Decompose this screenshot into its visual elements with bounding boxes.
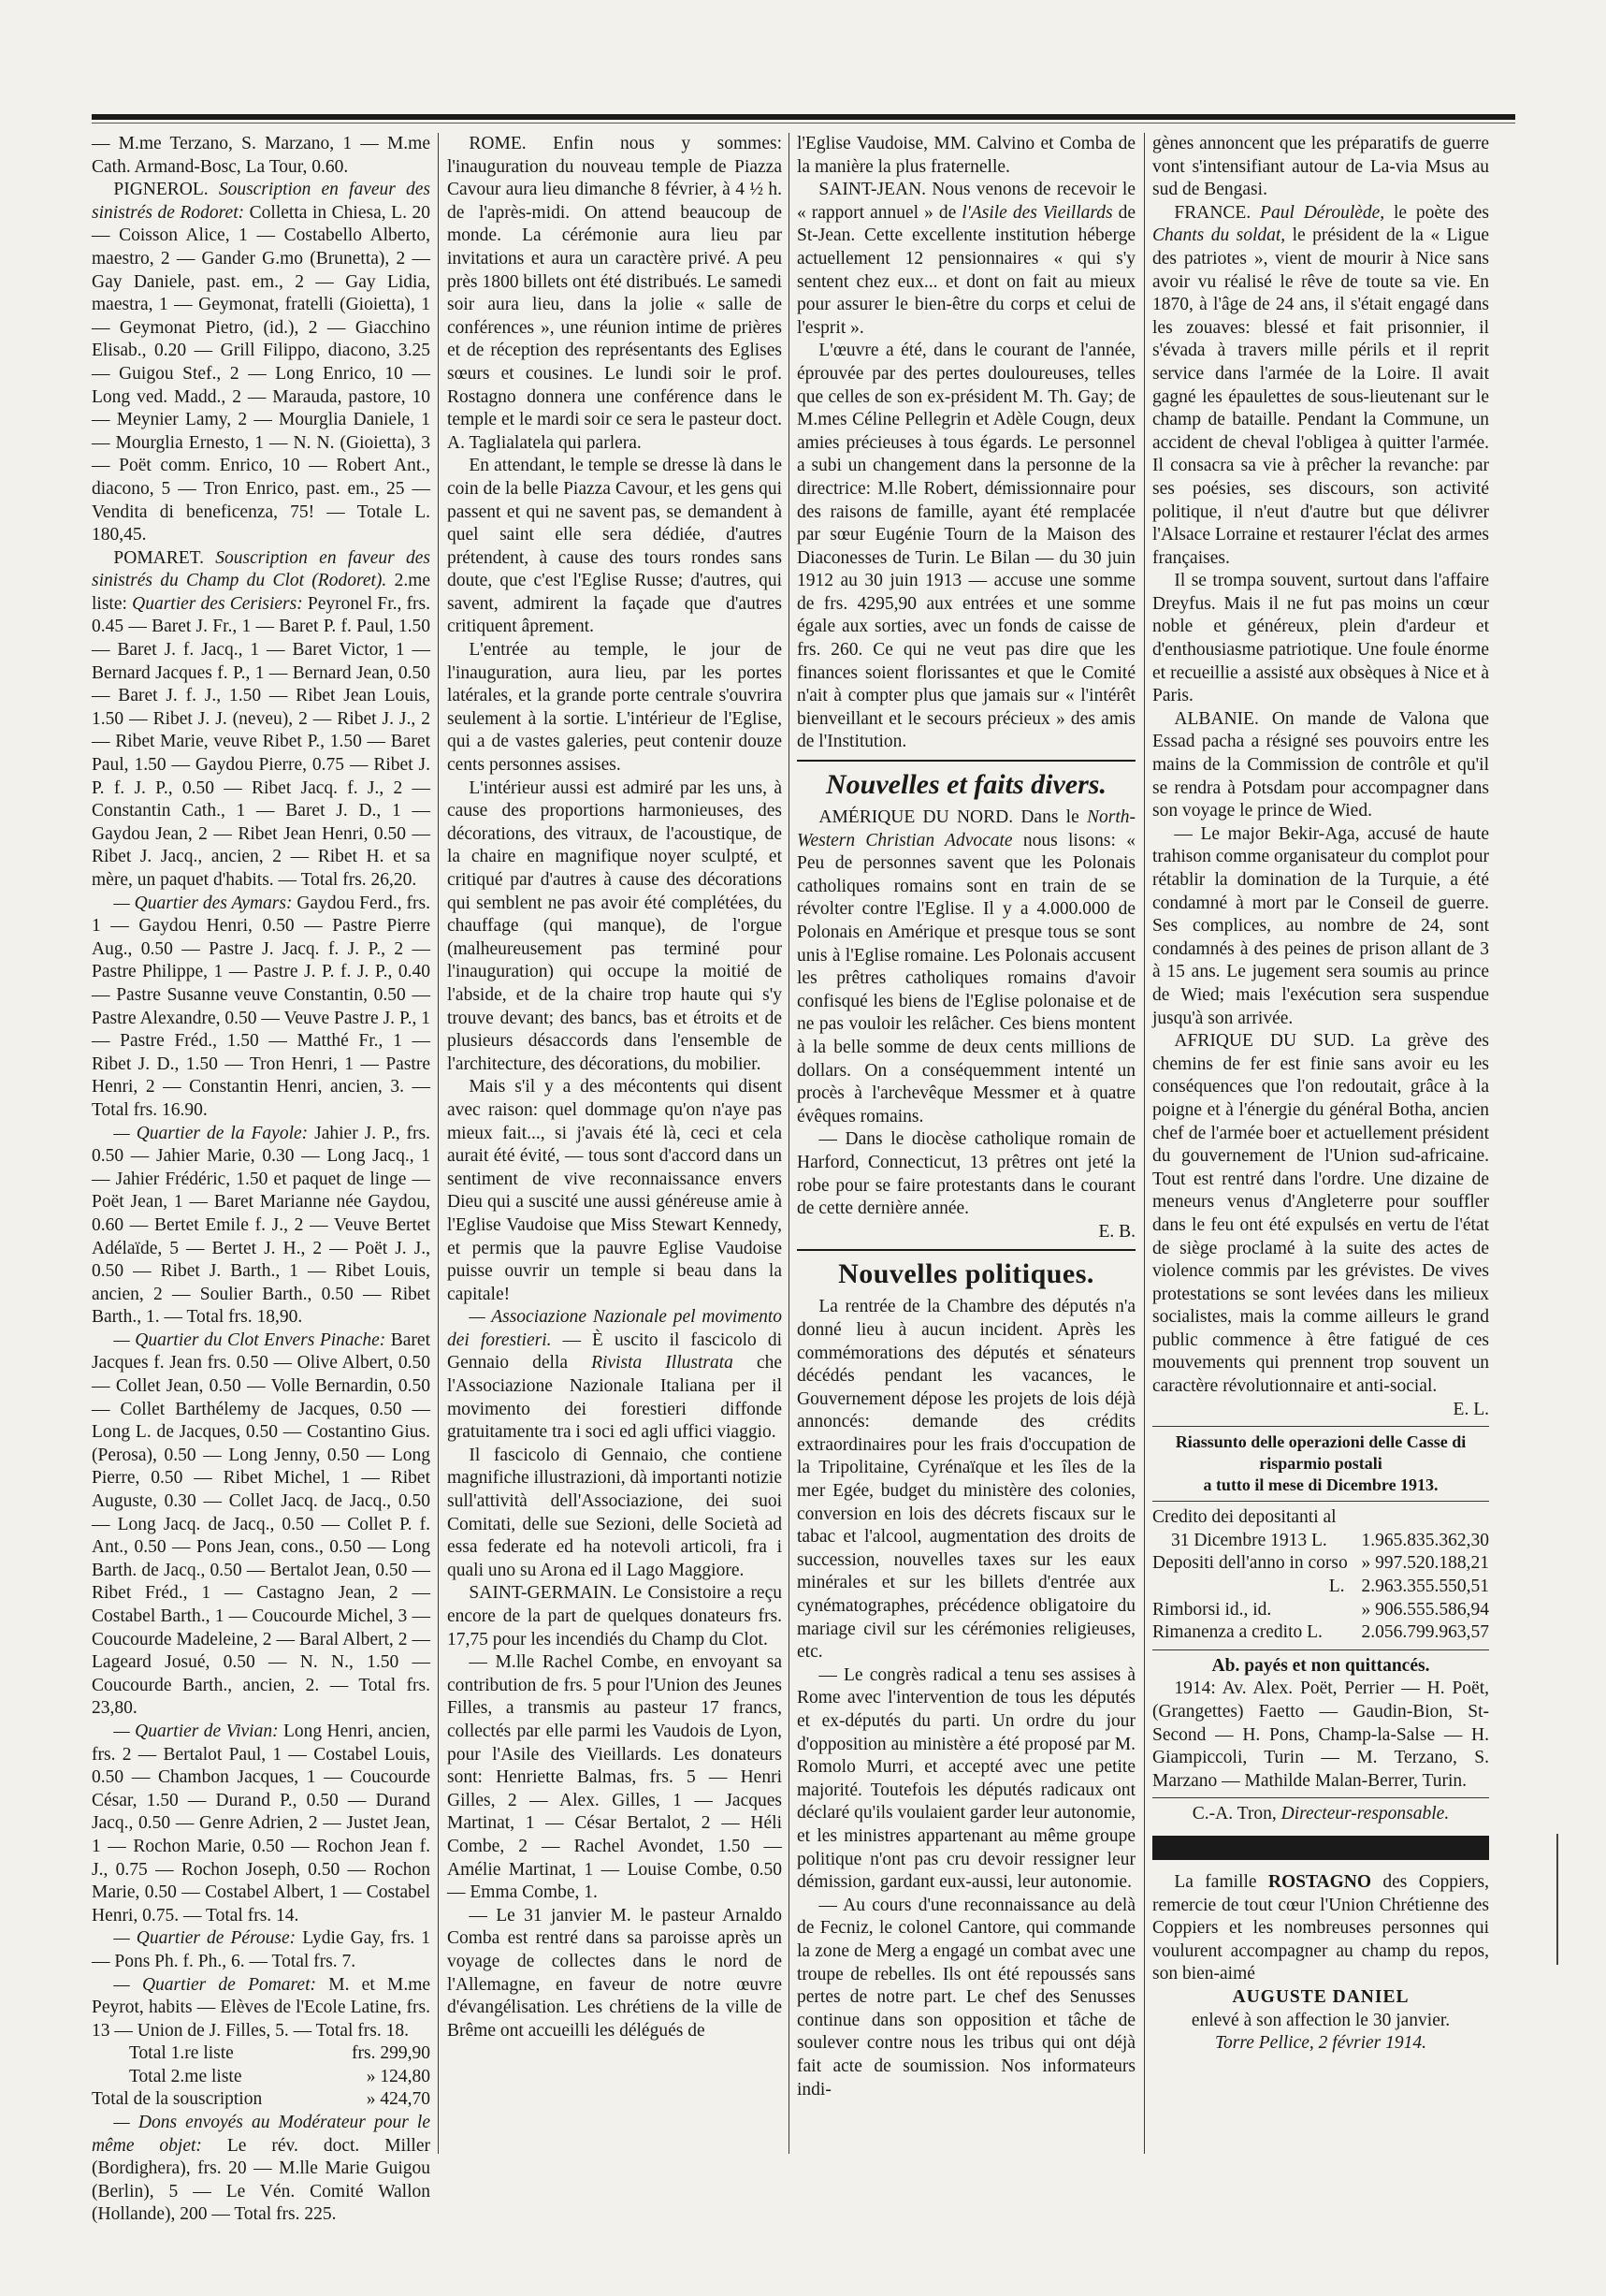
paragraph: — Quartier de Pomaret: M. et M.me Peyrot, habits — Elèves de l'Ecole Latine, frs. 13 — Union de J. Filles, 5. — Total frs. 18. bbox=[92, 1974, 431, 2041]
paragraph: — M.lle Rachel Combe, en envoyant sa contribution de frs. 5 pour l'Union des Jeunes Filles, a transmis au pasteur 17 francs, collectés par elle parmi les Vaudois de Lyon, pour l'Asile des Vieillards. Les donateurs sont: Henriette Balmas, frs. 5 — Henri Gilles, 2 — Alex. Gilles, 1 — Jacques Martinat, 1 — César Bertalot, 2 — Héli Combe, 2 — Rachel Avondet, 1.50 — Amélie Martinat, 1 — Louise Combe, 0.50 — Emma Combe, 1. bbox=[447, 1652, 782, 1903]
paragraph: La rentrée de la Chambre des députés n'a donné lieu à aucun incident. Après les commémorations des députés et sénateurs décédés pendant les vacances, le Gouvernement dépose les projets de lois déjà annoncés: demande des crédits extraordinaires pour les frais d'occupation de la Tripolitaine, Cyrénaïque et les îles de la mer Egée, budget du ministère des colonies, conversion en lois des décrets fiscaux sur le tabac et l'alcool, augmentation des droits de succession, nouvelles taxes sur les eaux minérales et sur les billets d'entrée aux cynématographes, précédence obligatoire du mariage civil sur les cérémonies religieuses, etc. bbox=[797, 1297, 1136, 1663]
paragraph: POMARET. Souscription en faveur des sinistrés du Champ du Clot (Rodoret). 2.me liste: Quartier des Cerisiers: Peyronel Fr., frs. 0.45 — Baret J. Fr., 1 — Baret P. f. Paul, 1.50 — Baret J. f. Jacq., 1 — Baret Victor, 1 — Bernard Jacques f. P., 1 — Bernard Jean, 0.50 — Baret J. f. J., 1.50 — Ribet Jean Louis, 1.50 — Ribet J. J. (neveu), 2 — Ribet J. J., 2 — Ribet Marie, veuve Ribet P., 1.50 — Baret Paul, 1.50 — Gaydou Pierre, 0.75 — Ribet J. P. f. J. P., 0.50 — Ribet Jacq. f. J., 2 — Constantin Cath., 1 — Baret J. D., 1 — Gaydou Jean, 2 — Ribet Jean Henri, 0.50 — Ribet J. Jacq., ancien, 2 — Ribet H. et sa mère, un paquet d'habits. — Total frs. 26,20. bbox=[92, 547, 431, 890]
paragraph: — Le congrès radical a tenu ses assises à Rome avec l'intervention de tous les députés et ex-députés du parti. Un ordre du jour d'opposition au ministère a été proposé par M. Romolo Murri, et accepté avec une petite majorité. Toutefois les députés radicaux ont déclaré qu'ils voulaient garder leur autonomie, et les ministres appartenant au même groupe politique n'ont pas cru devoir ressigner leur démission, gardant eux-aussi, leur autonomie. bbox=[797, 1664, 1136, 1893]
credit-row: Rimborsi id., id. » 906.555.586,94 bbox=[1152, 1599, 1489, 1620]
section-rule bbox=[797, 1249, 1136, 1251]
subscription-totals bbox=[92, 2042, 430, 2112]
mourning-bar bbox=[1152, 1836, 1489, 1860]
paragraph: 1914: Av. Alex. Poët, Perrier — H. Poët, (Grangettes) Faetto — Gaudin-Bion, St-Second — H. Pons, Champ-la-Salse — H. Giampiccoli, Turin — M. Terzano, S. Marzano — Mathilde Malan-Berrer, Turin. bbox=[1152, 1678, 1489, 1791]
section-rule bbox=[797, 760, 1136, 762]
savings-bank-title: Riassunto delle operazioni delle Casse di risparmio postali bbox=[1175, 1432, 1467, 1474]
column-2 bbox=[447, 133, 782, 2042]
paragraph: Mais s'il y a des mécontents qui disent avec raison: quel dommage qu'on n'aye pas mieux fait..., si j'avais été là, ceci et cela aurait été évité, — tous sont d'accord dans un sentiment de vive reconnaissance envers Dieu qui a suscité une aussi généreuse amie à l'Eglise Vaudoise que Miss Stewart Kennedy, et permis que la pauvre Eglise Vaudoise puisse ouvrir un temple si beau dans la capitale! bbox=[447, 1077, 782, 1304]
paragraph: — Quartier des Aymars: Gaydou Ferd., frs. 1 — Gaydou Henri, 0.50 — Pastre Pierre Aug., 0.50 — Pastre J. Jacq. f. J. P., 2 — Pastre Philippe, 1 — Pastre J. P. f. J. P., 0.40 — Pastre Susanne veuve Constantin, 0.50 — Pastre Alexandre, 0.50 — Veuve Pastre J. P., 1 — Pastre Fréd., 1.50 — Matthé Fr., 1 — Ribet J. D., 1.50 — Tron Henri, 1 — Pastre Henri, 2 — Constantin Henri, ancien, 3. — Total frs. 16.90. bbox=[92, 893, 430, 1120]
paragraph: — Au cours d'une reconnaissance au delà de Fecniz, le colonel Cantore, qui commande la zone de Merg a engagé un combat avec une troupe de rebelles. Ils ont été repoussés sans pertes de notre part. Le chef des Senusses continue dans son opposition et tâche de soulever contre nous les tribus qui ont déjà fait acte de soumission. Nos informateurs indi- bbox=[797, 1895, 1136, 2100]
paragraph: l'Eglise Vaudoise, MM. Calvino et Comba de la manière la plus fraternelle. bbox=[797, 134, 1136, 177]
paragraph: AMÉRIQUE DU NORD. Dans le North-Western Christian Advocate nous lisons: « Peu de personnes savent que les Polonais catholiques romains sont en train de se révolter contre l'Eglise. Il y a 4.000.000 de Polonais en Amérique et presque tous se sont unis à l'Eglise romaine. Les Polonais accusent les prêtres catholiques romains d'avoir confisqué les biens de l'Eglise polonaise et de ne pas vouloir les relâcher. Ces biens montent à la belle somme de deux cents millions de dollars. On a conséquemment intenté un procès à l'archevêque Messmer et à quatre évêques romains. bbox=[797, 807, 1136, 1126]
paragraph: — Quartier de Vivian: Long Henri, ancien, frs. 2 — Bertalot Paul, 1 — Costabel Louis, 0.50 — Chambon Jacques, 1 — Coucourde César, 1.50 — Durand P., 0.50 — Durand Jacq., 0.50 — Genre Adrien, 2 — Justet Jean, 1 — Rochon Marie, 0.50 — Rochon Jean f. J., 0.75 — Rochon Joseph, 0.50 — Rochon Marie, 0.50 — Costabel Albert, 1 — Costabel Henri, 0.75. — Total frs. 14. bbox=[92, 1721, 430, 1925]
paragraph: PIGNEROL. Souscription en faveur des sinistrés de Rodoret: Colletta in Chiesa, L. 20 — Coisson Alice, 1 — Costabello Alberto, maestro, 2 — Gander G.mo (Brunetta), 2 — Gay Daniele, past. em., 2 — Gay Lidia, maestra, 1 — Geymonat, fratelli (Gioietta), 1 — Geymonat Pietro, (id.), 2 — Giacchino Elisab., 0.20 — Grill Filippo, diacono, 3.25 — Guigou Stef., 2 — Long Enrico, 10 — Long ved. Madd., 2 — Marauda, pastore, 10 — Meynier Lamy, 2 — Mourglia Daniele, 1 — Mourglia Ernesto, 1 — N. N. (Gioietta), 3 — Poët comm. Enrico, 10 — Robert Ant., diacono, 5 — Tron Enrico, past. em., 25 — Vendita di beneficenza, 75! — Totale L. 180,45. bbox=[92, 180, 431, 545]
paragraph: — Quartier du Clot Envers Pinache: Baret Jacques f. Jean frs. 0.50 — Olive Albert, 0.50 — Collet Jean, 0.50 — Volle Bernardin, 0.50 — Collet Barthélemy de Jacques, 0.50 — Long L. de Jacques, 0.50 — Costantino Gius. (Perosa), 0.50 — Long Jenny, 0.50 — Long Pierre, 0.50 — Ribet Michel, 1 — Ribet Auguste, 0.30 — Collet Jacq. de Jacq., 0.50 — Long Jacq. de Jacq., 0.50 — Collet P. f. Ant., 0.50 — Pons Jean, cons., 0.50 — Long Barth. de Jacq., 0.50 — Bertalot Jean, 0.50 — Ribet Fréd., 1 — Castagno Jean, 2 — Costabel Barth., 1 — Coucourde Michel, 3 — Coucourde Madeleine, 2 — Baral Albert, 2 — Lageard Josué, 0.50 — N. N., 1.50 — Coucourde Barth., ancien, 2. — Total frs. 23,80. bbox=[92, 1330, 430, 1719]
top-rule-thin bbox=[92, 123, 1515, 124]
section-rule bbox=[1152, 1649, 1489, 1650]
savings-bank-subtitle: a tutto il mese di Dicembre 1913. bbox=[1203, 1475, 1439, 1495]
paragraph: — Quartier de la Fayole: Jahier J. P., frs. 0.50 — Jahier Marie, 0.30 — Long Jacq., 1 — Jahier Frédéric, 1.50 et paquet de linge — Poët Jean, 1 — Baret Marianne née Gaydou, 0.60 — Bertet Emile f. J., 2 — Veuve Bertet Adélaïde, 5 — Bertet J. H., 2 — Poët J. J., 0.50 — Ribet J. Barth., 1 — Ribet Louis, ancien, 2 — Soulier Barth., 0.50 — Ribet Barth., 1. — Total frs. 18,90. bbox=[92, 1123, 431, 1328]
paragraph: Il se trompa souvent, surtout dans l'affaire Dreyfus. Mais il ne fut pas moins un cœur noble et généreux, plein d'ardeur et d'enthousiasme patriotique. Une foule énorme et recueillie a assisté aux obsèques à Nice et à Paris. bbox=[1152, 571, 1489, 706]
paragraph: SAINT-JEAN. Nous venons de recevoir le « rapport annuel » de l'Asile des Vieillards de St-Jean. Cette excellente institution héberge actuellement 12 pensionnaires « qui s'y sentent chez eux... et dont on fait au mieux pour assurer le bien-être du corps et celui de l'esprit ». bbox=[797, 180, 1136, 338]
editor-line: C.-A. Tron, Directeur-responsable. bbox=[1192, 1804, 1450, 1824]
column-3 bbox=[797, 133, 1136, 2101]
deceased-name: AUGUSTE DANIEL bbox=[1232, 1986, 1410, 2007]
column-4 bbox=[1152, 133, 1489, 2056]
total-row: Total de la souscription » 424,70 bbox=[92, 2089, 430, 2110]
credit-row: L. 2.963.355.550,51 bbox=[1328, 1577, 1489, 1597]
section-rule bbox=[1152, 1501, 1489, 1502]
paragraph: L'intérieur aussi est admiré par les uns, à cause des proportions harmonieuses, des décorations, des vitraux, de l'acoustique, de la chaire en magnifique noyer sculpté, et critiqué par d'autres à cause des décorations qui semblent ne pas avoir été complétées, du chauffage (qui manque), de l'orgue (malheureusement pas terminé pour l'inauguration) qui occupe la moitié de l'abside, et de la chaire trop haute qui s'y trouve devant; des bancs, bas et étroits et de plusieurs désaccords dans l'ensemble de l'architecture, des décorations, du mobilier. bbox=[447, 777, 782, 1074]
paragraph: — Dans le diocèse catholique romain de Harford, Connecticut, 13 prêtres ont jeté la robe pour se faire protestants dans le courant de cette dernière année. bbox=[797, 1129, 1136, 1219]
paragraph: — Quartier de Pérouse: Lydie Gay, frs. 1 — Pons Ph. f. Ph., 6. — Total frs. 7. bbox=[92, 1928, 430, 1971]
paragraph: — Associazione Nazionale pel movimento dei forestieri. — È uscito il fascicolo di Gennaio della Rivista Illustrata che l'Associazione Nazionale Italiana per il movimento dei forestieri diffonde gratuitamente tra i soci ed agli uffici viaggio. bbox=[447, 1307, 783, 1443]
paragraph: gènes annoncent que les préparatifs de guerre vont s'intensifiant autour de La-via Msus au sud de Bengasi. bbox=[1152, 134, 1489, 200]
paragraph: — M.me Terzano, S. Marzano, 1 — M.me Cath. Armand-Bosc, La Tour, 0.60. bbox=[92, 134, 430, 177]
column-divider bbox=[1144, 133, 1145, 2154]
paragraph: ROME. Enfin nous y sommes: l'inauguration du nouveau temple de Piazza Cavour aura lieu dimanche 8 février, à 4 ½ h. de l'après-midi. On attend beaucoup de monde. La cérémonie aura lieu par invitations et aura un caractère privé. A peu près 1800 billets ont été distribués. Le samedi soir aura lieu, dans la jolie « salle de conférences », une réunion intime de prières et de réception des représentants des Eglises sœurs et cousines. Le lundi soir le prof. Rostagno donnera une conférence dans le temple et le mardi soir ce sera le pasteur doct. A. Taglialatela qui parlera. bbox=[447, 134, 782, 453]
total-row: Total 2.me liste » 124,80 bbox=[129, 2066, 430, 2086]
signature: E. L. bbox=[1453, 1399, 1489, 1419]
paragraph: ALBANIE. On mande de Valona que Essad pacha a résigné ses pouvoirs entre les mains de la Commission de contrôle et qu'il se rendra à Potsdam pour accompagner dans son voyage le prince de Wied. bbox=[1152, 708, 1489, 821]
credit-row: Credito dei depositanti al bbox=[1152, 1507, 1337, 1528]
top-rule bbox=[92, 114, 1515, 120]
paragraph: L'œuvre a été, dans le courant de l'année, éprouvée par des pertes douloureuses, telles que celles de son ex-président M. Th. Gay; de M.mes Céline Pellegrin et Adèle Cougn, deux amies précieuses à tous égards. Le personnel a subi un changement dans la personne de la directrice: M.lle Robert, démissionnaire pour des raisons de famille, ayant été remplacée par sœur Eugénie Tourn de la Maison des Diaconesses de Turin. Le Bilan — du 30 juin 1912 au 30 juin 1913 — accuse une somme de frs. 4295,90 aux entrées et une somme égale aux sorties, avec un fonds de caisse de frs. 260. Ce qui ne veut pas dire que les finances soient florissantes et que le Comité n'ait à compter plus que jamais sur « l'intérêt bienveillant et le secours précieux » des amis de l'Institution. bbox=[797, 341, 1136, 752]
column-1 bbox=[92, 133, 430, 2227]
paragraph: Il fascicolo di Gennaio, che contiene magnifiche illustrazioni, dà importanti notizie sull'attività dell'Associazione, dei suoi Comitati, delle sue Sezioni, delle Società ad essa federate ed ha notevoli articoli, fra i quali uno su Arona ed il Lago Maggiore. bbox=[447, 1445, 782, 1580]
paragraph: L'entrée au temple, le jour de l'inauguration, aura lieu, par les portes latérales, et la grande porte centrale s'ouvrira seulement à la sortie. L'intérieur de l'Eglise, qui a de vastes galeries, peut contenir douze cents personnes assises. bbox=[447, 640, 782, 776]
margin-mark bbox=[1556, 1834, 1558, 1965]
place-date: Torre Pellice, 2 février 1914. bbox=[1214, 2033, 1427, 2054]
paragraph: FRANCE. Paul Déroulède, le poète des Chants du soldat, le président de la « Ligue des patriotes », vient de mourir à Nice sans avoir vu réalisé le rêve de toute sa vie. En 1870, à l'âge de 24 ans, il s'était engagé dans les zouaves: blessé et fait prisonnier, il s'évada à travers mille périls et il reprit service dans l'armée de la Loire. Il avait gagné les épaulettes de sous-lieutenant sur le champ de bataille. Pendant la Commune, un accident de cheval l'obligea à quitter l'armée. Il consacra sa vie à prêcher la revanche: par ses poésies, ses discours, son activité politique, il n'eut d'autre but que délivrer l'Alsace Lorraine et restaurer l'éclat des armes françaises. bbox=[1152, 202, 1490, 568]
signature: E. B. bbox=[1098, 1221, 1136, 1242]
paragraph: — Le 31 janvier M. le pasteur Arnaldo Comba est rentré dans sa paroisse après un voyage de collectes dans le nord de l'Allemagne, en faveur de notre œuvre d'évangélisation. Les chrétiens de la ville de Brême ont accueilli les délégués de bbox=[447, 1905, 782, 2041]
section-rule bbox=[1152, 1426, 1489, 1427]
paragraph: La famille ROSTAGNO des Coppiers, remercie de tout cœur l'Union Chrétienne des Coppiers et les nombreuses personnes qui voulurent accompagner au champ du repos, son bien-aimé bbox=[1152, 1871, 1489, 1984]
total-row: Total 1.re liste frs. 299,90 bbox=[129, 2043, 430, 2064]
credit-row: 31 Dicembre 1913 L. 1.965.835.362,30 bbox=[1171, 1530, 1489, 1550]
column-divider bbox=[438, 133, 439, 2154]
section-rule bbox=[1152, 1797, 1489, 1798]
credit-row: Depositi dell'anno in corso » 997.520.188,21 bbox=[1152, 1553, 1489, 1574]
credit-row: Rimanenza a credito L. 2.056.799.963,57 bbox=[1152, 1622, 1489, 1643]
subscriptions-heading: Ab. payés et non quittancés. bbox=[1211, 1655, 1430, 1676]
section-heading: Nouvelles politiques. bbox=[838, 1258, 1094, 1290]
paragraph: AFRIQUE DU SUD. La grève des chemins de fer est finie sans avoir eu les conséquences que l'on redoutait, grâce à la poigne et à l'énergie du général Botha, ancien chef de l'armée boer et actuellement président du gouvernement de l'Union sud-africaine. Tout est rentré dans l'ordre. Une dizaine de meneurs venus d'Angleterre pour souffler dans le feu ont été expulsés en vertu de l'état de siège proclamé à la suite des actes de violence commis par les grévistes. De vives protestations se sont levées dans les milieux socialistes, mais la comme ailleurs le grand public commence à être fatigué de ces mouvements qui prennent trop souvent un caractère révolutionnaire et anti-social. bbox=[1152, 1031, 1489, 1397]
paragraph: — Dons envoyés au Modérateur pour le même objet: Le rév. doct. Miller (Bordighera), frs. 20 — M.lle Marie Guigou (Berlin), 5 — Le Vén. Comité Wallon (Hollande), 200 — Total frs. 225. bbox=[92, 2113, 430, 2225]
paragraph: SAINT-GERMAIN. Le Consistoire a reçu encore de la part de quelques donateurs frs. 17,75 pour les incendiés du Champ du Clot. bbox=[447, 1583, 782, 1649]
paragraph: enlevé à son affection le 30 janvier. bbox=[1191, 2010, 1451, 2030]
paragraph: — Le major Bekir-Aga, accusé de haute trahison comme organisateur du complot pour rétablir la domination de la Turquie, a été condamné à mort par le Conseil de guerre. Ses complices, au nombre de 24, sont condamnés à des peines de prison allant de 3 à 15 ans. Le jugement sera soumis au prince de Wied; mais l'exécution sera suspendue jusqu'à son arrivée. bbox=[1152, 823, 1489, 1028]
section-heading: Nouvelles et faits divers. bbox=[826, 769, 1107, 801]
paragraph: En attendant, le temple se dresse là dans le coin de la belle Piazza Cavour, et les gens qui passent et qui ne savent pas, se demandent à quel saint elle sera dédiée, d'autres prétendent, à cause des tours rondes sans doute, que c'est l'Eglise Russe; d'autres, qui savent, admirent la façade que d'autres critiquent âprement. bbox=[447, 456, 782, 637]
